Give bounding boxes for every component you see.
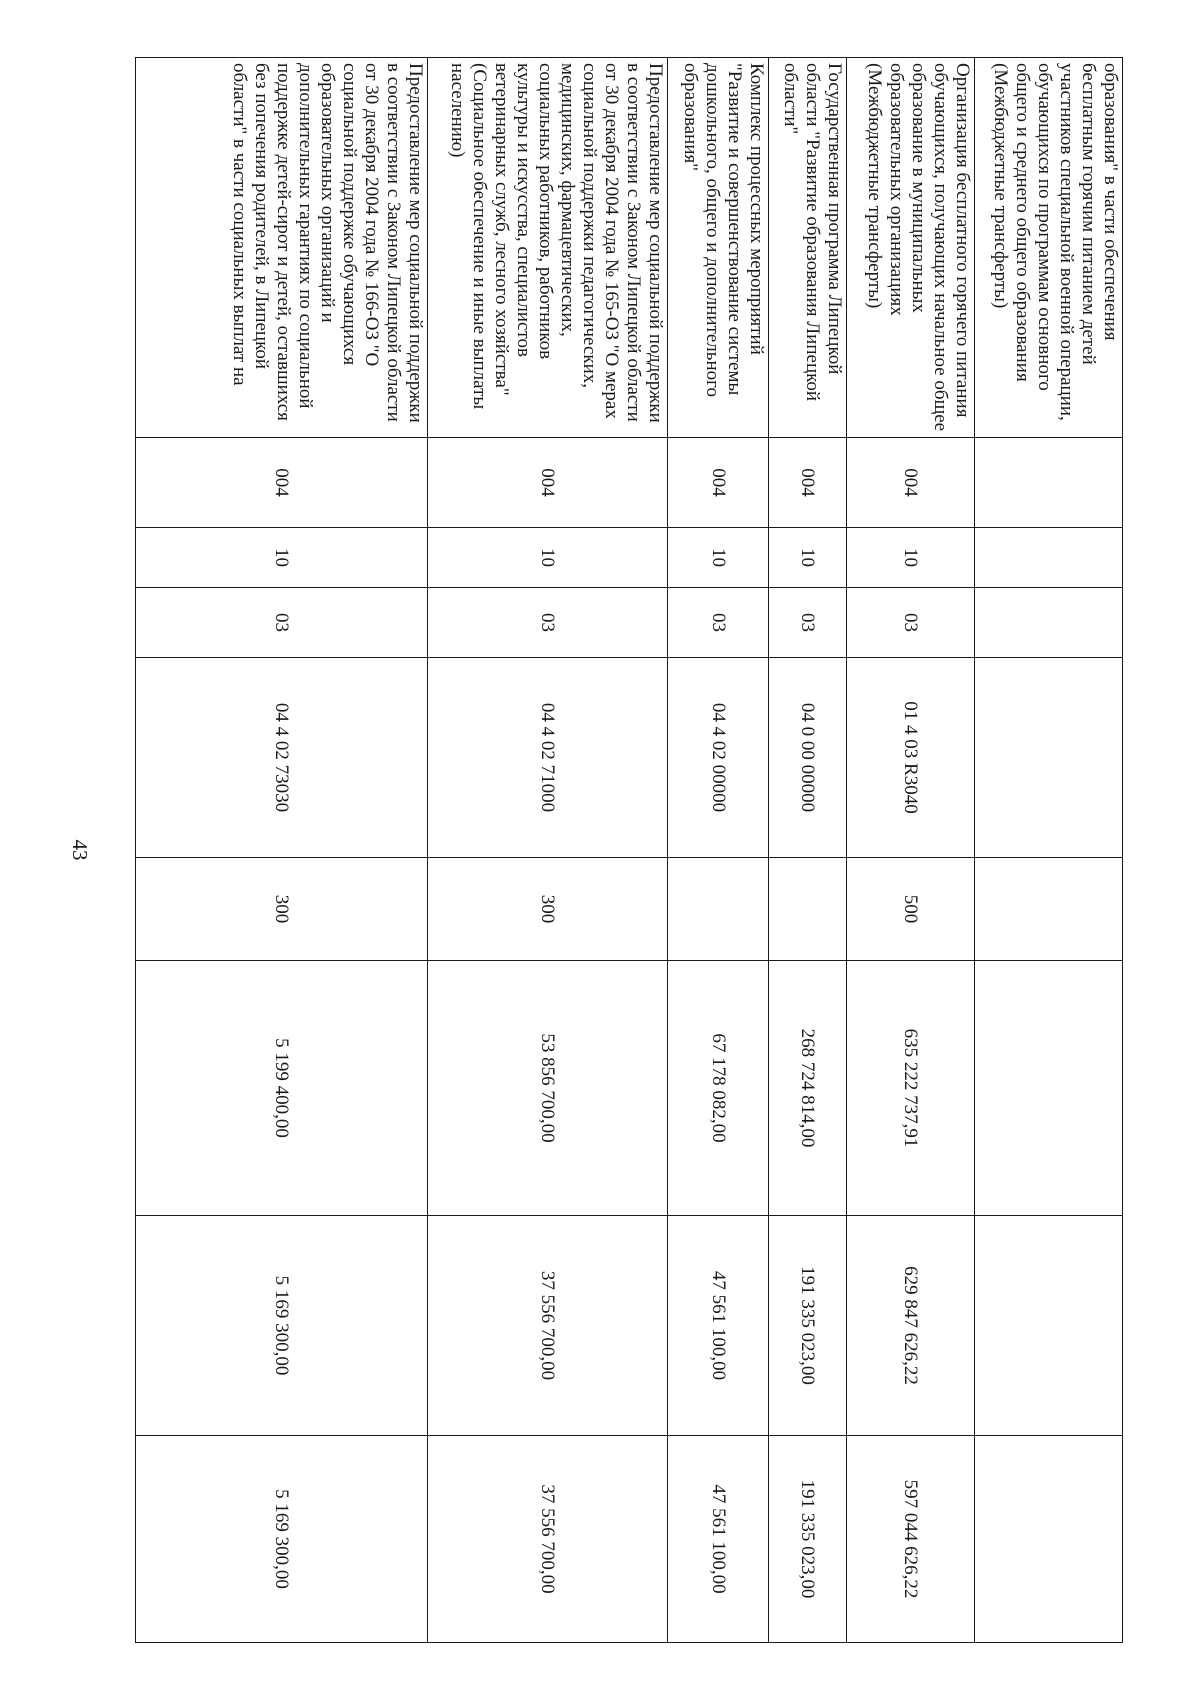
sum-2024: 635 222 737,91 xyxy=(847,961,975,1216)
sum-2026 xyxy=(975,1436,1123,1643)
table-row xyxy=(769,58,847,1643)
subsection-code: 03 xyxy=(847,588,975,658)
subsection-code: 03 xyxy=(769,588,847,658)
target-article-code: 01 4 03 R3040 xyxy=(847,658,975,858)
ministry-code: 004 xyxy=(136,438,428,528)
budget-table xyxy=(135,57,1123,1643)
ministry-code: 004 xyxy=(668,438,769,528)
section-code: 10 xyxy=(136,528,428,588)
sum-2024: 67 178 082,00 xyxy=(668,961,769,1216)
rotated-table-wrapper xyxy=(136,57,1123,1642)
subsection-code xyxy=(975,588,1123,658)
sum-2025 xyxy=(975,1216,1123,1436)
row-name: Предоставление мер социальной поддержки в соответствии с Законом Липецкой области от 30 декабря 2004 года № 165-ОЗ "О мерах социальной поддержки педагогических, медицинских, фармацевтических, социальных работников, работников культуры и искусства, специалистов ветеринарных служб, лесного хозяйства" (Социальное обеспечение и иные выплаты населению) xyxy=(428,58,668,438)
ministry-code: 004 xyxy=(847,438,975,528)
section-code xyxy=(975,528,1123,588)
sum-2024: 53 856 700,00 xyxy=(428,961,668,1216)
subsection-code: 03 xyxy=(668,588,769,658)
sum-2025: 47 561 100,00 xyxy=(668,1216,769,1436)
subsection-code: 03 xyxy=(428,588,668,658)
row-name: Государственная программа Липецкой области "Развитие образования Липецкой области" xyxy=(769,58,847,438)
sum-2026: 37 556 700,00 xyxy=(428,1436,668,1643)
section-code: 10 xyxy=(847,528,975,588)
sum-2025: 191 335 023,00 xyxy=(769,1216,847,1436)
expense-type-code: 500 xyxy=(847,858,975,961)
sum-2026: 597 044 626,22 xyxy=(847,1436,975,1643)
ministry-code xyxy=(975,438,1123,528)
row-name: Предоставление мер социальной поддержки в соответствии с Законом Липецкой области от 30 декабря 2004 года № 166-ОЗ "О социальной поддержке обучающихся образовательных организаций и дополнительных гарантиях по социальной поддержке детей-сирот и детей, оставшихся без попечения родителей, в Липецкой области" в части социальных выплат на xyxy=(136,58,428,438)
sum-2024 xyxy=(975,961,1123,1216)
sum-2024: 268 724 814,00 xyxy=(769,961,847,1216)
target-article-code: 04 0 00 00000 xyxy=(769,658,847,858)
sum-2026: 47 561 100,00 xyxy=(668,1436,769,1643)
target-article-code: 04 4 02 71000 xyxy=(428,658,668,858)
sum-2026: 5 169 300,00 xyxy=(136,1436,428,1643)
table-row xyxy=(975,58,1123,1643)
sum-2025: 629 847 626,22 xyxy=(847,1216,975,1436)
sum-2024: 5 199 400,00 xyxy=(136,961,428,1216)
sum-2026: 191 335 023,00 xyxy=(769,1436,847,1643)
target-article-code xyxy=(975,658,1123,858)
page-number: 43 xyxy=(68,839,92,861)
subsection-code: 03 xyxy=(136,588,428,658)
expense-type-code: 300 xyxy=(136,858,428,961)
target-article-code: 04 4 02 00000 xyxy=(668,658,769,858)
section-code: 10 xyxy=(769,528,847,588)
ministry-code: 004 xyxy=(428,438,668,528)
table-row xyxy=(428,58,668,1643)
table-row xyxy=(668,58,769,1643)
table-row xyxy=(847,58,975,1643)
section-code: 10 xyxy=(428,528,668,588)
section-code: 10 xyxy=(668,528,769,588)
target-article-code: 04 4 02 73030 xyxy=(136,658,428,858)
row-name: Комплекс процессных мероприятий "Развитие и совершенствование системы дошкольного, общего и дополнительного образования" xyxy=(668,58,769,438)
expense-type-code xyxy=(668,858,769,961)
sum-2025: 37 556 700,00 xyxy=(428,1216,668,1436)
expense-type-code xyxy=(769,858,847,961)
row-name: образования" в части обеспечения бесплатным горячим питанием детей участников специальной военной операции, обучающихся по программам основного общего и среднего общего образования (Межбюджетные трансферты) xyxy=(975,58,1123,438)
expense-type-code xyxy=(975,858,1123,961)
sum-2025: 5 169 300,00 xyxy=(136,1216,428,1436)
table-row xyxy=(136,58,428,1643)
row-name: Организация бесплатного горячего питания обучающихся, получающих начальное общее образование в муниципальных образовательных организациях (Межбюджетные трансферты) xyxy=(847,58,975,438)
ministry-code: 004 xyxy=(769,438,847,528)
expense-type-code: 300 xyxy=(428,858,668,961)
